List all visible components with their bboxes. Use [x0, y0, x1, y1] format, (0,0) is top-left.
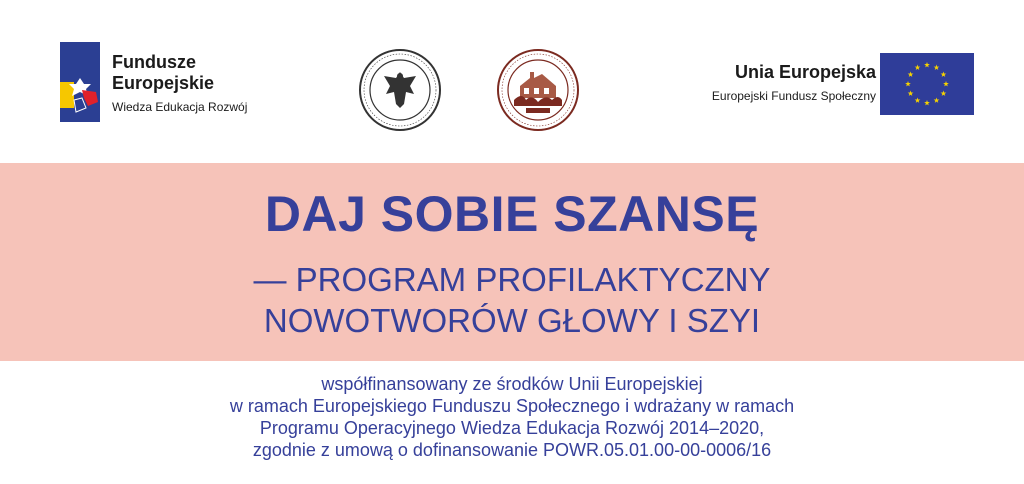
- ue-subtitle: Europejski Fundusz Społeczny: [711, 89, 876, 103]
- unia-europejska-text: [712, 62, 876, 103]
- banner-subtitle: [0, 259, 1024, 341]
- fe-subtitle: Wiedza Edukacja Rozwój: [112, 100, 248, 114]
- funding-statement: [0, 373, 1024, 461]
- funding-line-3: Programu Operacyjnego Wiedza Edukacja Rozwój 2014–2020,: [259, 418, 765, 438]
- fundusze-europejskie-text: [112, 52, 247, 114]
- eu-flag-icon: [880, 53, 974, 115]
- banner-subtitle-line1: — PROGRAM PROFILAKTYCZNY: [253, 261, 771, 298]
- university-eagle-seal-icon: [358, 48, 442, 132]
- banner-subtitle-line2: NOWOTWORÓW GŁOWY I SZYI: [263, 302, 761, 339]
- funding-line-4: zgodnie z umową o dofinansowanie POWR.05.01.00-00-0006/16: [252, 440, 772, 460]
- ue-title: Unia Europejska: [734, 62, 876, 82]
- fe-title-line2: Europejskie: [112, 73, 215, 93]
- funding-line-1: współfinansowany ze środków Unii Europejskiej: [321, 374, 703, 394]
- fundusze-europejskie-mark-icon: [60, 42, 100, 122]
- fundusze-europejskie-logo: [60, 42, 300, 124]
- logo-bar: [0, 0, 1024, 163]
- title-banner: [0, 163, 1024, 361]
- fe-title-line1: Fundusze: [112, 52, 196, 72]
- funding-line-2: w ramach Europejskiego Funduszu Społecznego i wdrażany w ramach: [229, 396, 795, 416]
- banner-title: DAJ SOBIE SZANSĘ: [264, 186, 760, 242]
- hospital-building-seal-icon: [496, 48, 580, 132]
